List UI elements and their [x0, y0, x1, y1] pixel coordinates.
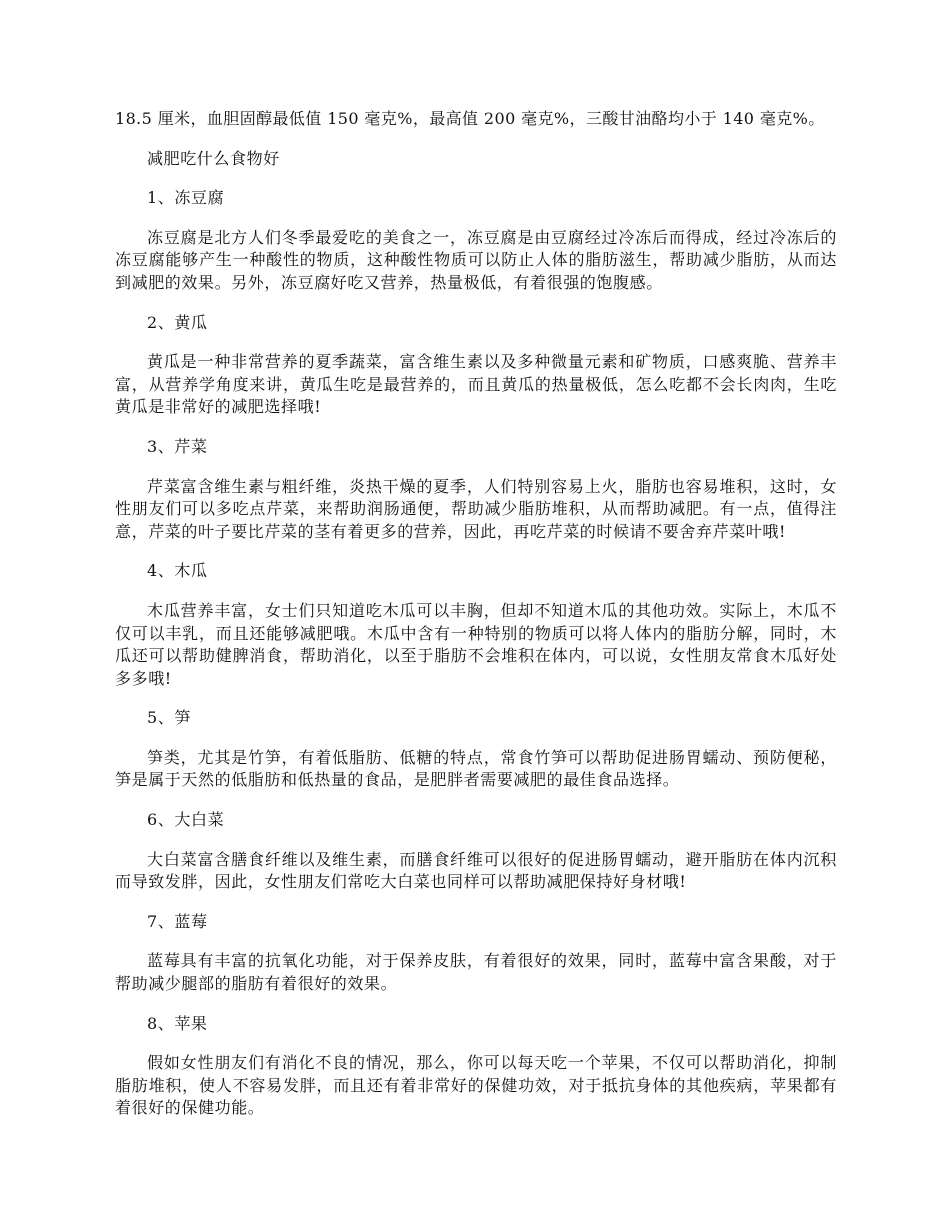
item-heading-frozen-tofu: 1、冻豆腐 [147, 188, 225, 208]
item-heading-cucumber: 2、黄瓜 [147, 312, 208, 332]
document-body [115, 108, 837, 1137]
item-heading-apple: 8、苹果 [147, 1013, 208, 1033]
paragraph-chinese-cabbage: 大白菜富含膳食纤维以及维生素，而膳食纤维可以很好的促进肠胃蠕动，避开脂肪在体内沉积而导致发胖，因此，女性朋友们常吃大白菜也同样可以帮助减肥保持好身材哦! [115, 849, 837, 892]
item-heading-bamboo-shoot: 5、笋 [147, 708, 191, 728]
paragraph-continuation: 18.5 厘米，血胆固醇最低值 150 毫克%，最高值 200 毫克%，三酸甘油酪均小于 140 毫克%。 [115, 109, 825, 128]
paragraph-frozen-tofu: 冻豆腐是北方人们冬季最爱吃的美食之一，冻豆腐是由豆腐经过冷冻后而得成，经过冷冻后的冻豆腐能够产生一种酸性的物质，这种酸性物质可以防止人体的脂肪滋生，帮助减少脂肪，从而达到减肥的效果。另外，冻豆腐好吃又营养，热量极低，有着很强的饱腹感。 [115, 227, 837, 292]
paragraph-papaya: 木瓜营养丰富，女士们只知道吃木瓜可以丰胸，但却不知道木瓜的其他功效。实际上，木瓜不仅可以丰乳，而且还能够减肥哦。木瓜中含有一种特别的物质可以将人体内的脂肪分解，同时，木瓜还可以帮助健脾消食，帮助消化，以至于脂肪不会堆积在体内，可以说，女性朋友常食木瓜好处多多哦! [115, 600, 837, 688]
paragraph-cucumber: 黄瓜是一种非常营养的夏季蔬菜，富含维生素以及多种微量元素和矿物质，口感爽脆、营养丰富，从营养学角度来讲，黄瓜生吃是最营养的，而且黄瓜的热量极低，怎么吃都不会长肉肉，生吃黄瓜是非常好的减肥选择哦! [115, 352, 837, 417]
paragraph-bamboo-shoot: 笋类，尤其是竹笋，有着低脂肪、低糖的特点，常食竹笋可以帮助促进肠胃蠕动、预防便秘，笋是属于天然的低脂肪和低热量的食品，是肥胖者需要减肥的最佳食品选择。 [115, 747, 837, 790]
paragraph-apple: 假如女性朋友们有消化不良的情况，那么，你可以每天吃一个苹果，不仅可以帮助消化，抑制脂肪堆积，使人不容易发胖，而且还有着非常好的保健功效，对于抵抗身体的其他疾病，苹果都有着很好的保健功能。 [115, 1053, 837, 1118]
item-heading-papaya: 4、木瓜 [147, 561, 208, 581]
item-heading-blueberry: 7、蓝莓 [147, 911, 208, 931]
item-heading-celery: 3、芹菜 [147, 436, 208, 456]
paragraph-celery: 芹菜富含维生素与粗纤维，炎热干燥的夏季，人们特别容易上火，脂肪也容易堆积，这时，女性朋友们可以多吃点芹菜，来帮助润肠通便，帮助减少脂肪堆积，从而帮助减肥。有一点，值得注意，芹菜的叶子要比芹菜的茎有着更多的营养，因此，再吃芹菜的时候请不要舍弃芹菜叶哦! [115, 476, 837, 541]
section-heading: 减肥吃什么食物好 [147, 148, 280, 168]
paragraph-blueberry: 蓝莓具有丰富的抗氧化功能，对于保养皮肤，有着很好的效果，同时，蓝莓中富含果酸，对于帮助减少腿部的脂肪有着很好的效果。 [115, 951, 837, 994]
item-heading-chinese-cabbage: 6、大白菜 [147, 810, 225, 830]
